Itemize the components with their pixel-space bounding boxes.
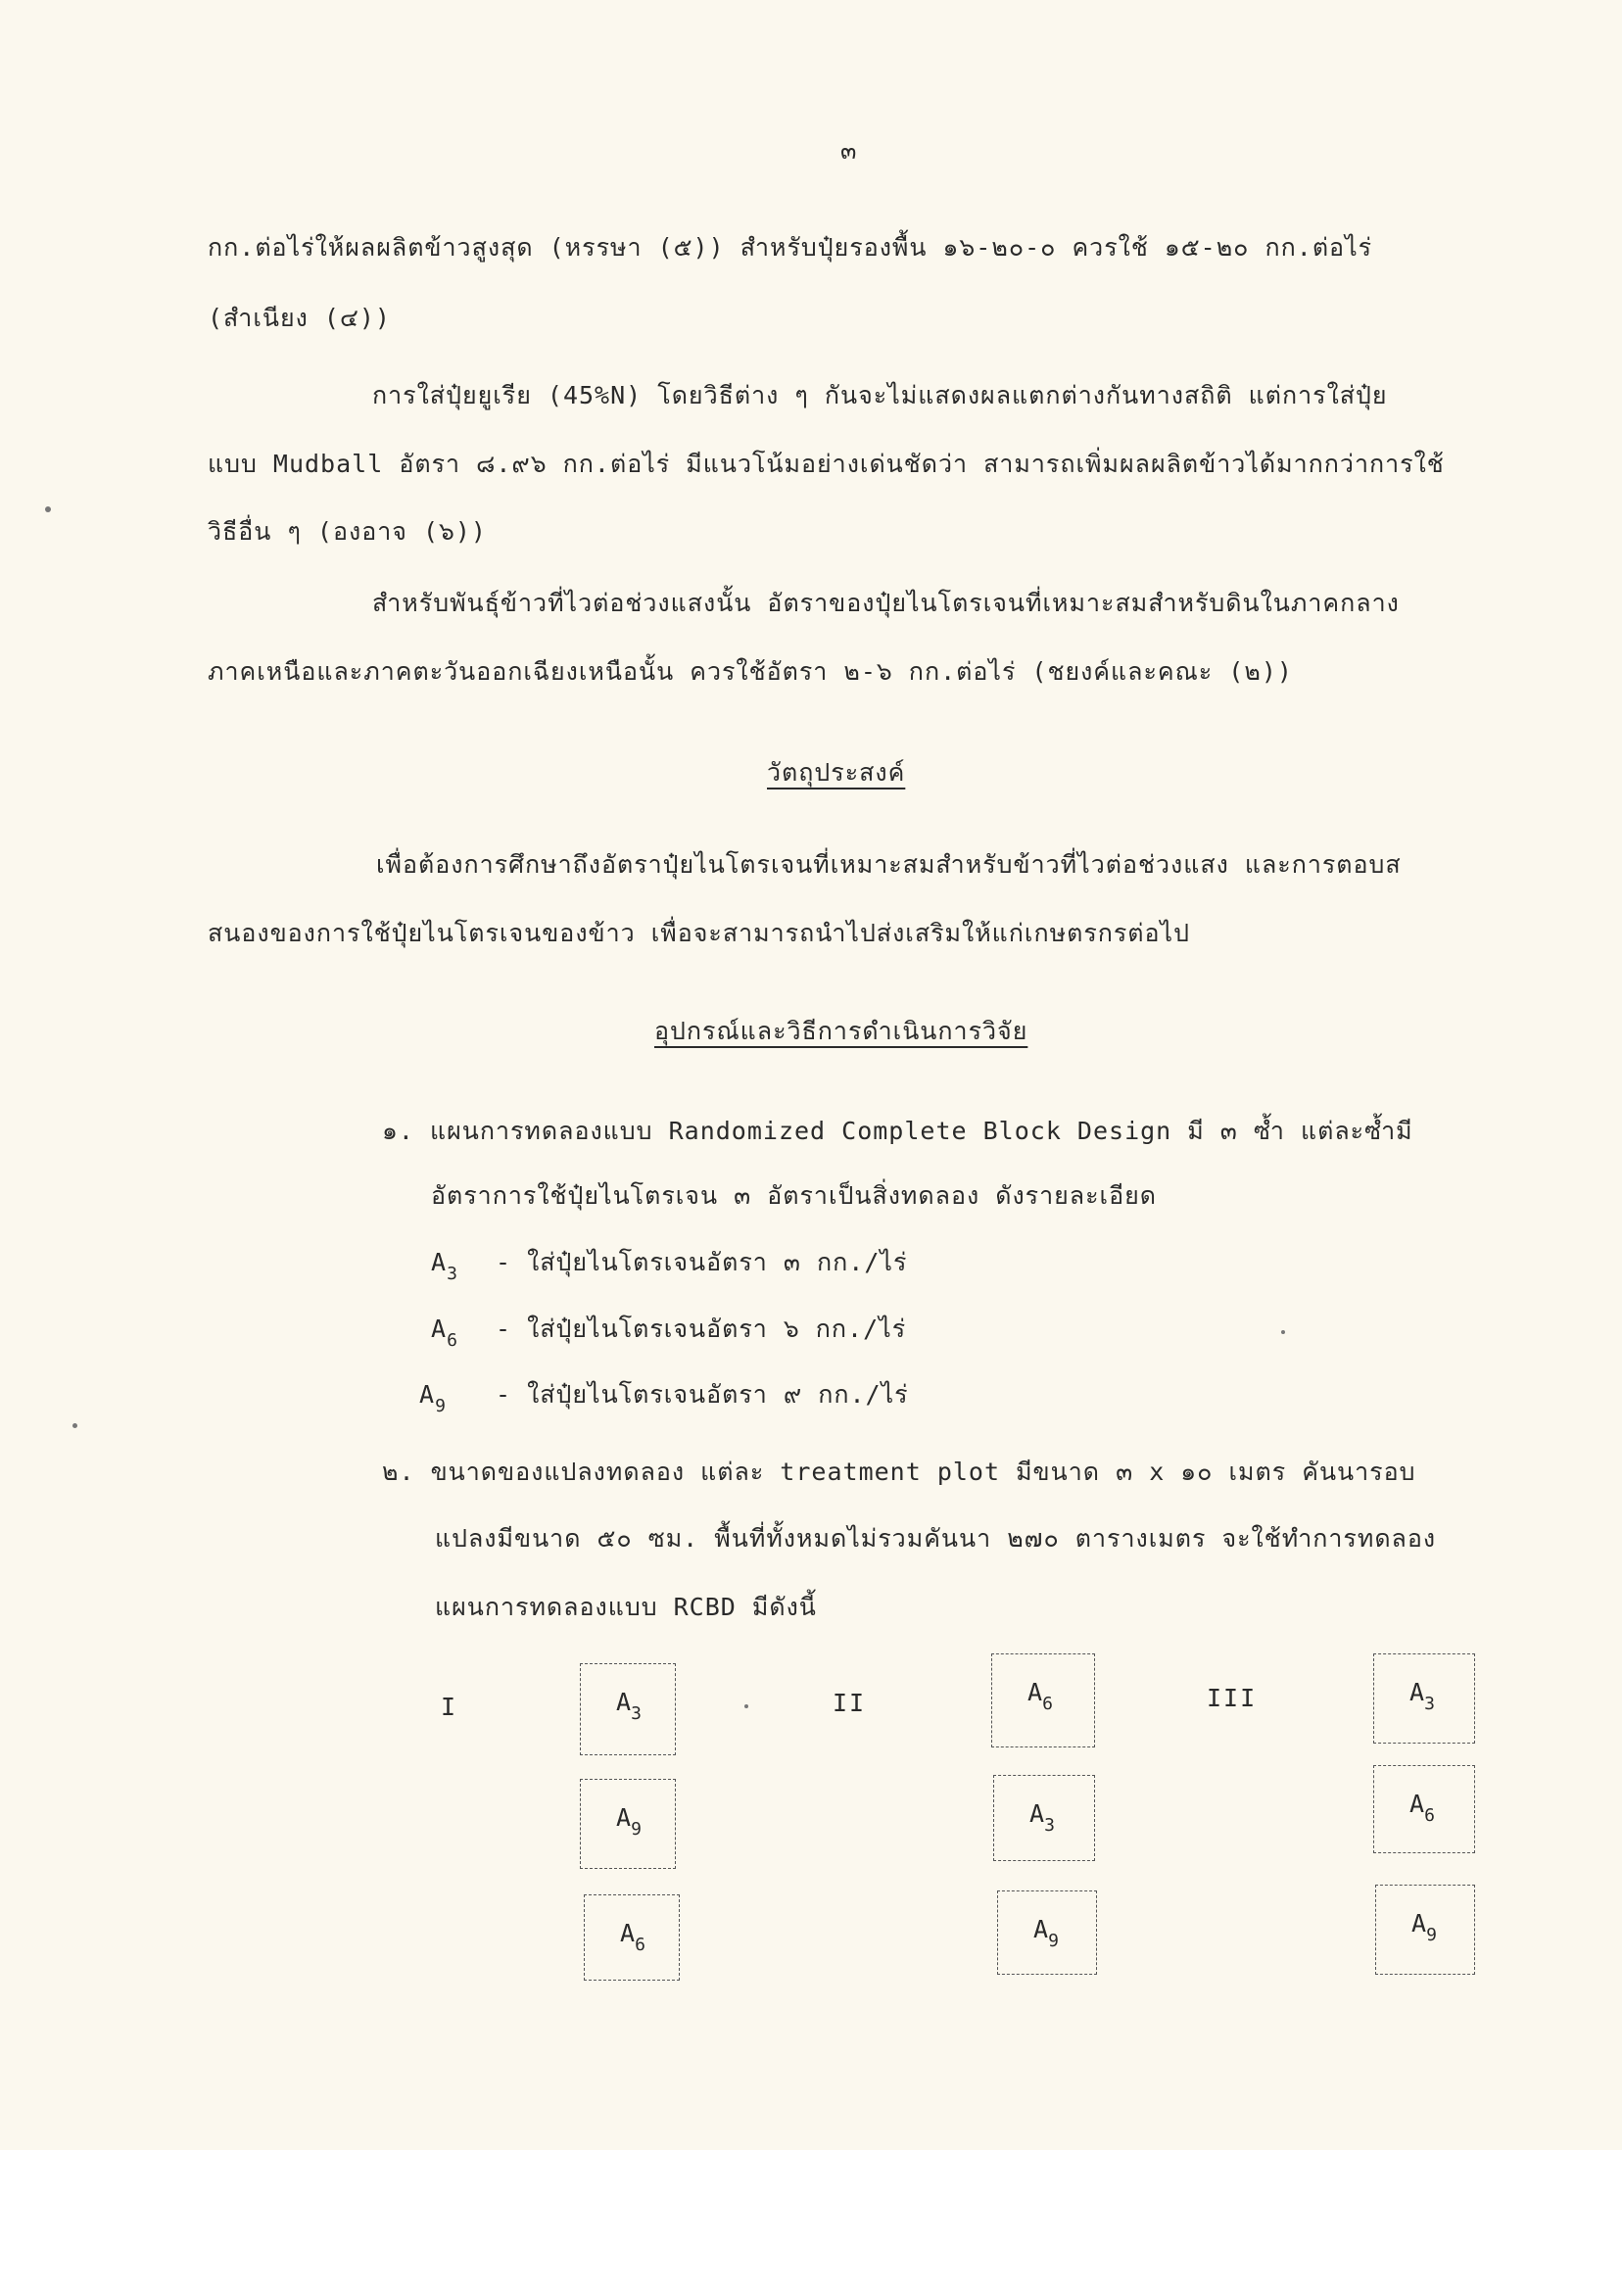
plot-code: A (1409, 1678, 1425, 1706)
plot-code-subscript: 3 (1424, 1694, 1435, 1714)
plot-rep3-3 (1375, 1885, 1475, 1975)
para2-line-1: การใส่ปุ๋ยยูเรีย (45%N) โดยวิธีต่าง ๆ กันจะไม่แสดงผลแตกต่างกันทางสถิติ แต่การใส่ปุ๋ย (372, 381, 1388, 409)
plot-code: A (616, 1803, 632, 1832)
objective-heading: วัตถุประสงค์ (767, 758, 906, 787)
replication-label-3: III (1207, 1684, 1258, 1712)
treatment-a3 (431, 1250, 907, 1283)
para3-line-1: สำหรับพันธุ์ข้าวที่ไวต่อช่วงแสงนั้น อัตราของปุ๋ยไนโตรเจนที่เหมาะสมสำหรับดินในภาคกลาง (372, 589, 1400, 617)
plot-code: A (1409, 1790, 1425, 1818)
plot-code: A (620, 1919, 636, 1947)
replication-label-1: I (441, 1693, 458, 1721)
plot-code: A (1027, 1678, 1043, 1706)
para2-line-2: แบบ Mudball อัตรา ๘.๙๖ กก.ต่อไร่ มีแนวโน้มอย่างเด่นชัดว่า สามารถเพิ่มผลผลิตข้าวได้มากกว่าการใช้ (208, 450, 1445, 478)
treatment-code-subscript: 3 (447, 1264, 458, 1284)
page-number: ๓ (840, 137, 857, 165)
intro-line-2: (สำเนียง (๔)) (208, 304, 391, 332)
method-item-1-line-2: อัตราการใช้ปุ๋ยไนโตรเจน ๓ อัตราเป็นสิ่งทดลอง ดังรายละเอียด (431, 1181, 1157, 1210)
plot-code-subscript: 6 (1042, 1694, 1053, 1714)
plot-rep2-2 (993, 1775, 1095, 1861)
treatment-code: A (431, 1315, 448, 1343)
plot-code: A (1411, 1909, 1427, 1937)
treatment-description: - ใส่ปุ๋ยไนโตรเจนอัตรา ๙ กก./ไร่ (495, 1380, 909, 1409)
objective-line-2: สนองของการใช้ปุ๋ยไนโตรเจนของข้าว เพื่อจะสามารถนำไปส่งเสริมให้แก่เกษตรกรต่อไป (208, 919, 1191, 947)
plot-rep1-1 (580, 1663, 676, 1755)
treatment-a9 (419, 1382, 909, 1415)
plot-code-subscript: 3 (631, 1703, 642, 1724)
intro-line-1: กก.ต่อไร่ให้ผลผลิตข้าวสูงสุด (หรรษา (๕)) สำหรับปุ๋ยรองพื้น ๑๖-๒๐-๐ ควรใช้ ๑๕-๒๐ กก.ต่อไร่ (208, 233, 1373, 262)
method-item-1-line-1: ๑. แผนการทดลองแบบ Randomized Complete Block Design มี ๓ ซ้ำ แต่ละซ้ำมี (382, 1117, 1413, 1145)
treatment-code: A (419, 1380, 436, 1409)
plot-rep3-2 (1373, 1765, 1475, 1853)
plot-code: A (616, 1688, 632, 1716)
plot-rep2-1 (991, 1653, 1095, 1747)
plot-code-subscript: 9 (631, 1819, 642, 1840)
scan-speck (744, 1704, 748, 1708)
para2-line-3: วิธีอื่น ๆ (องอาจ (๖)) (208, 517, 487, 546)
replication-label-2: II (833, 1689, 867, 1717)
treatment-description: - ใส่ปุ๋ยไนโตรเจนอัตรา ๖ กก./ไร่ (495, 1315, 907, 1343)
plot-rep1-3 (584, 1894, 680, 1981)
plot-code-subscript: 9 (1426, 1925, 1437, 1945)
method-item-2-line-1: ๒. ขนาดของแปลงทดลอง แต่ละ treatment plot มีขนาด ๓ x ๑๐ เมตร คันนารอบ (382, 1458, 1416, 1486)
treatment-a6 (431, 1316, 906, 1350)
method-item-2-line-2: แปลงมีขนาด ๕๐ ซม. พื้นที่ทั้งหมดไม่รวมคันนา ๒๗๐ ตารางเมตร จะใช้ทำการทดลอง (435, 1524, 1437, 1553)
plot-code-subscript: 3 (1044, 1815, 1055, 1836)
plot-code: A (1033, 1915, 1049, 1943)
plot-code-subscript: 6 (1424, 1805, 1435, 1826)
scan-speck (45, 506, 51, 512)
method-item-2-line-3: แผนการทดลองแบบ RCBD มีดังนี้ (435, 1593, 817, 1621)
treatment-code-subscript: 6 (447, 1330, 458, 1351)
plot-code-subscript: 6 (635, 1935, 645, 1955)
plot-rep1-2 (580, 1779, 676, 1869)
plot-code-subscript: 9 (1048, 1931, 1059, 1951)
plot-rep2-3 (997, 1890, 1097, 1975)
scan-speck (1281, 1330, 1285, 1334)
plot-code: A (1029, 1799, 1045, 1828)
treatment-description: - ใส่ปุ๋ยไนโตรเจนอัตรา ๓ กก./ไร่ (495, 1248, 908, 1276)
para3-line-2: ภาคเหนือและภาคตะวันออกเฉียงเหนือนั้น ควรใช้อัตรา ๒-๖ กก.ต่อไร่ (ชยงค์และคณะ (๒)) (208, 657, 1293, 686)
treatment-code: A (431, 1248, 448, 1276)
scan-speck (72, 1423, 77, 1428)
treatment-code-subscript: 9 (435, 1396, 447, 1416)
plot-rep3-1 (1373, 1653, 1475, 1744)
methods-heading: อุปกรณ์และวิธีการดำเนินการวิจัย (654, 1017, 1028, 1045)
objective-line-1: เพื่อต้องการศึกษาถึงอัตราปุ๋ยไนโตรเจนที่เหมาะสมสำหรับข้าวที่ไวต่อช่วงแสง และการตอบส (376, 850, 1402, 879)
